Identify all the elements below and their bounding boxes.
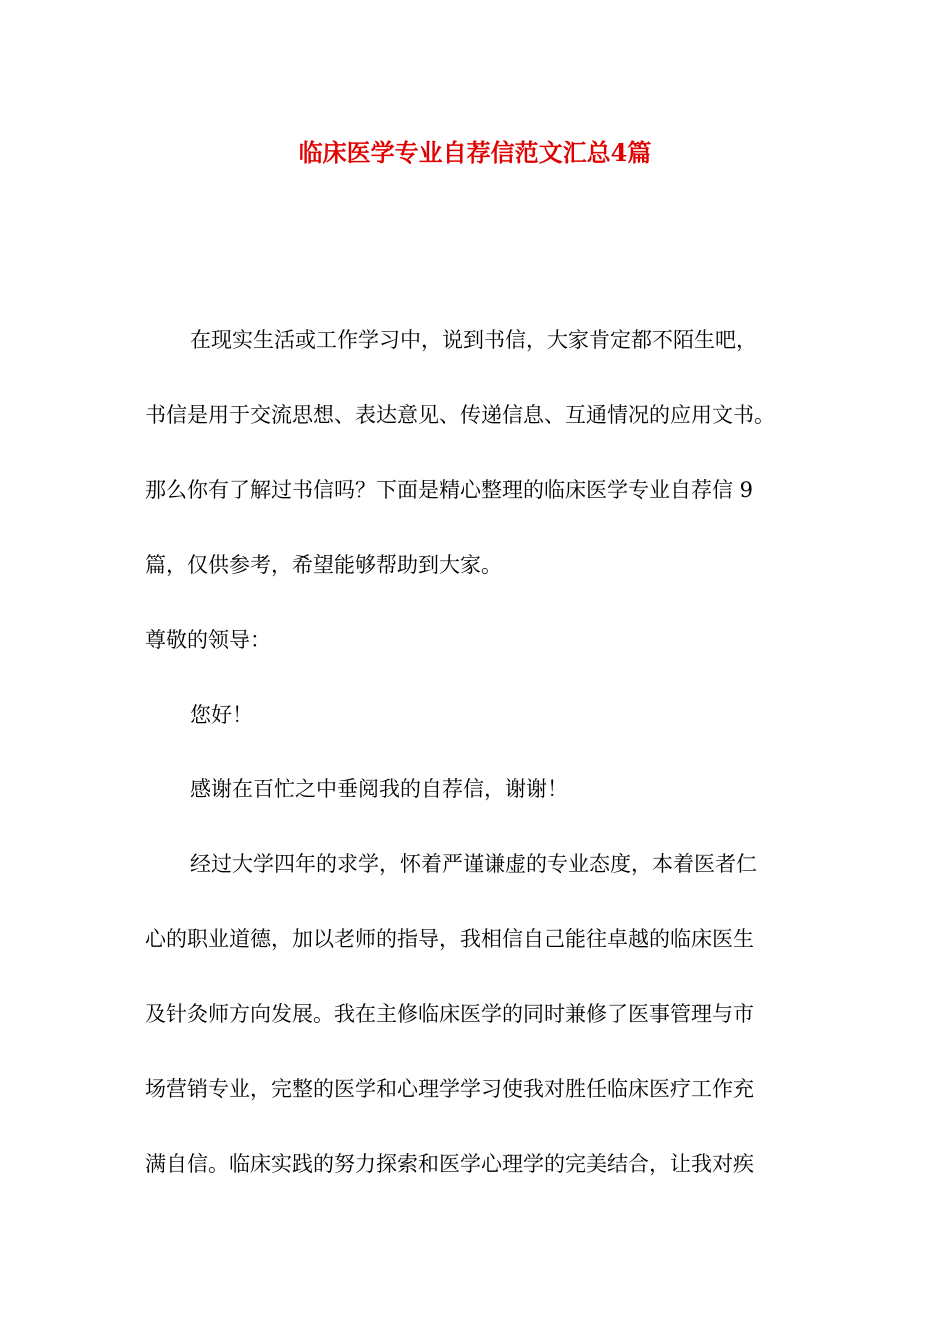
- paragraph-line: 心的职业道德，加以老师的指导，我相信自己能往卓越的临床医生: [145, 927, 754, 951]
- salutation: 尊敬的领导：: [145, 628, 271, 652]
- paragraph-line: 那么你有了解过书信吗？下面是精心整理的临床医学专业自荐信 9: [145, 478, 754, 502]
- paragraph-line: 书信是用于交流思想、表达意见、传递信息、互通情况的应用文书。: [145, 403, 775, 427]
- paragraph-line: 经过大学四年的求学，怀着严谨谦虚的专业态度，本着医者仁: [190, 852, 757, 876]
- paragraph-line: 感谢在百忙之中垂阅我的自荐信，谢谢！: [190, 777, 568, 801]
- document-title: 临床医学专业自荐信范文汇总4篇: [298, 138, 652, 167]
- paragraph-line: 篇，仅供参考，希望能够帮助到大家。: [145, 553, 502, 577]
- paragraph-line: 满自信。临床实践的努力探索和医学心理学的完美结合，让我对疾: [145, 1152, 754, 1176]
- paragraph-line: 场营销专业，完整的医学和心理学学习使我对胜任临床医疗工作充: [145, 1077, 754, 1101]
- paragraph-line: 在现实生活或工作学习中，说到书信，大家肯定都不陌生吧，: [190, 328, 757, 352]
- greeting: 您好！: [190, 703, 253, 727]
- paragraph-line: 及针灸师方向发展。我在主修临床医学的同时兼修了医事管理与市: [145, 1002, 754, 1026]
